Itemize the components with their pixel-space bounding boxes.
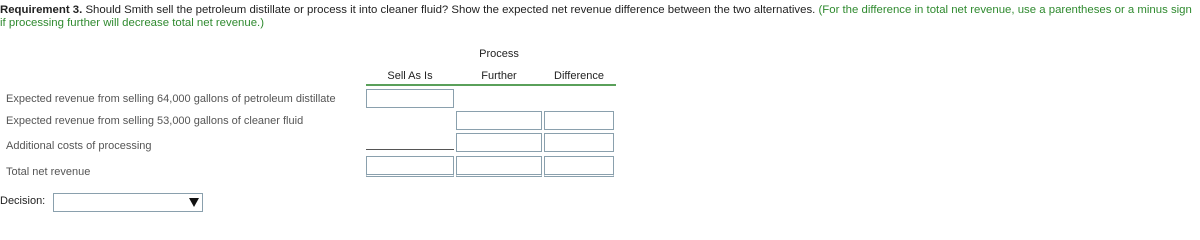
row-label-processing-costs: Additional costs of processing [6, 140, 152, 152]
difference-revenue-input[interactable] [544, 111, 614, 130]
requirement-text [0, 4, 1196, 29]
sell-as-is-revenue-input[interactable] [366, 89, 454, 108]
col-sell-as-is: Sell As Is [387, 70, 433, 82]
sell-as-is-costs-rule [366, 149, 454, 150]
process-further-total-input[interactable] [456, 156, 542, 177]
row-label-cleaner-fluid: Expected revenue from selling 53,000 gallons of cleaner fluid [6, 115, 304, 127]
decision-dropdown[interactable] [53, 193, 203, 212]
row-label-total-net-revenue: Total net revenue [6, 166, 91, 178]
col-process-top: Process [479, 48, 519, 60]
col-process-bottom: Further [481, 70, 517, 82]
sell-as-is-total-input[interactable] [366, 156, 454, 177]
col-difference: Difference [554, 70, 604, 82]
requirement-heading: Requirement 3. [0, 4, 83, 16]
header-underline [366, 84, 616, 86]
requirement-question: Should Smith sell the petroleum distillate or process it into cleaner fluid? Show the expected net revenue difference between the two alternatives. [82, 4, 816, 16]
chevron-down-icon[interactable] [189, 198, 199, 207]
difference-costs-input[interactable] [544, 133, 614, 152]
process-further-revenue-input[interactable] [456, 111, 542, 130]
process-further-costs-input[interactable] [456, 133, 542, 152]
requirement-hint: (For the difference in total net revenue, use a parentheses or a minus sign if processing further will decrease total net revenue.) [0, 4, 1192, 29]
decision-label: Decision: [0, 195, 46, 207]
difference-total-input[interactable] [544, 156, 614, 177]
row-label-distillate: Expected revenue from selling 64,000 gallons of petroleum distillate [6, 93, 336, 105]
